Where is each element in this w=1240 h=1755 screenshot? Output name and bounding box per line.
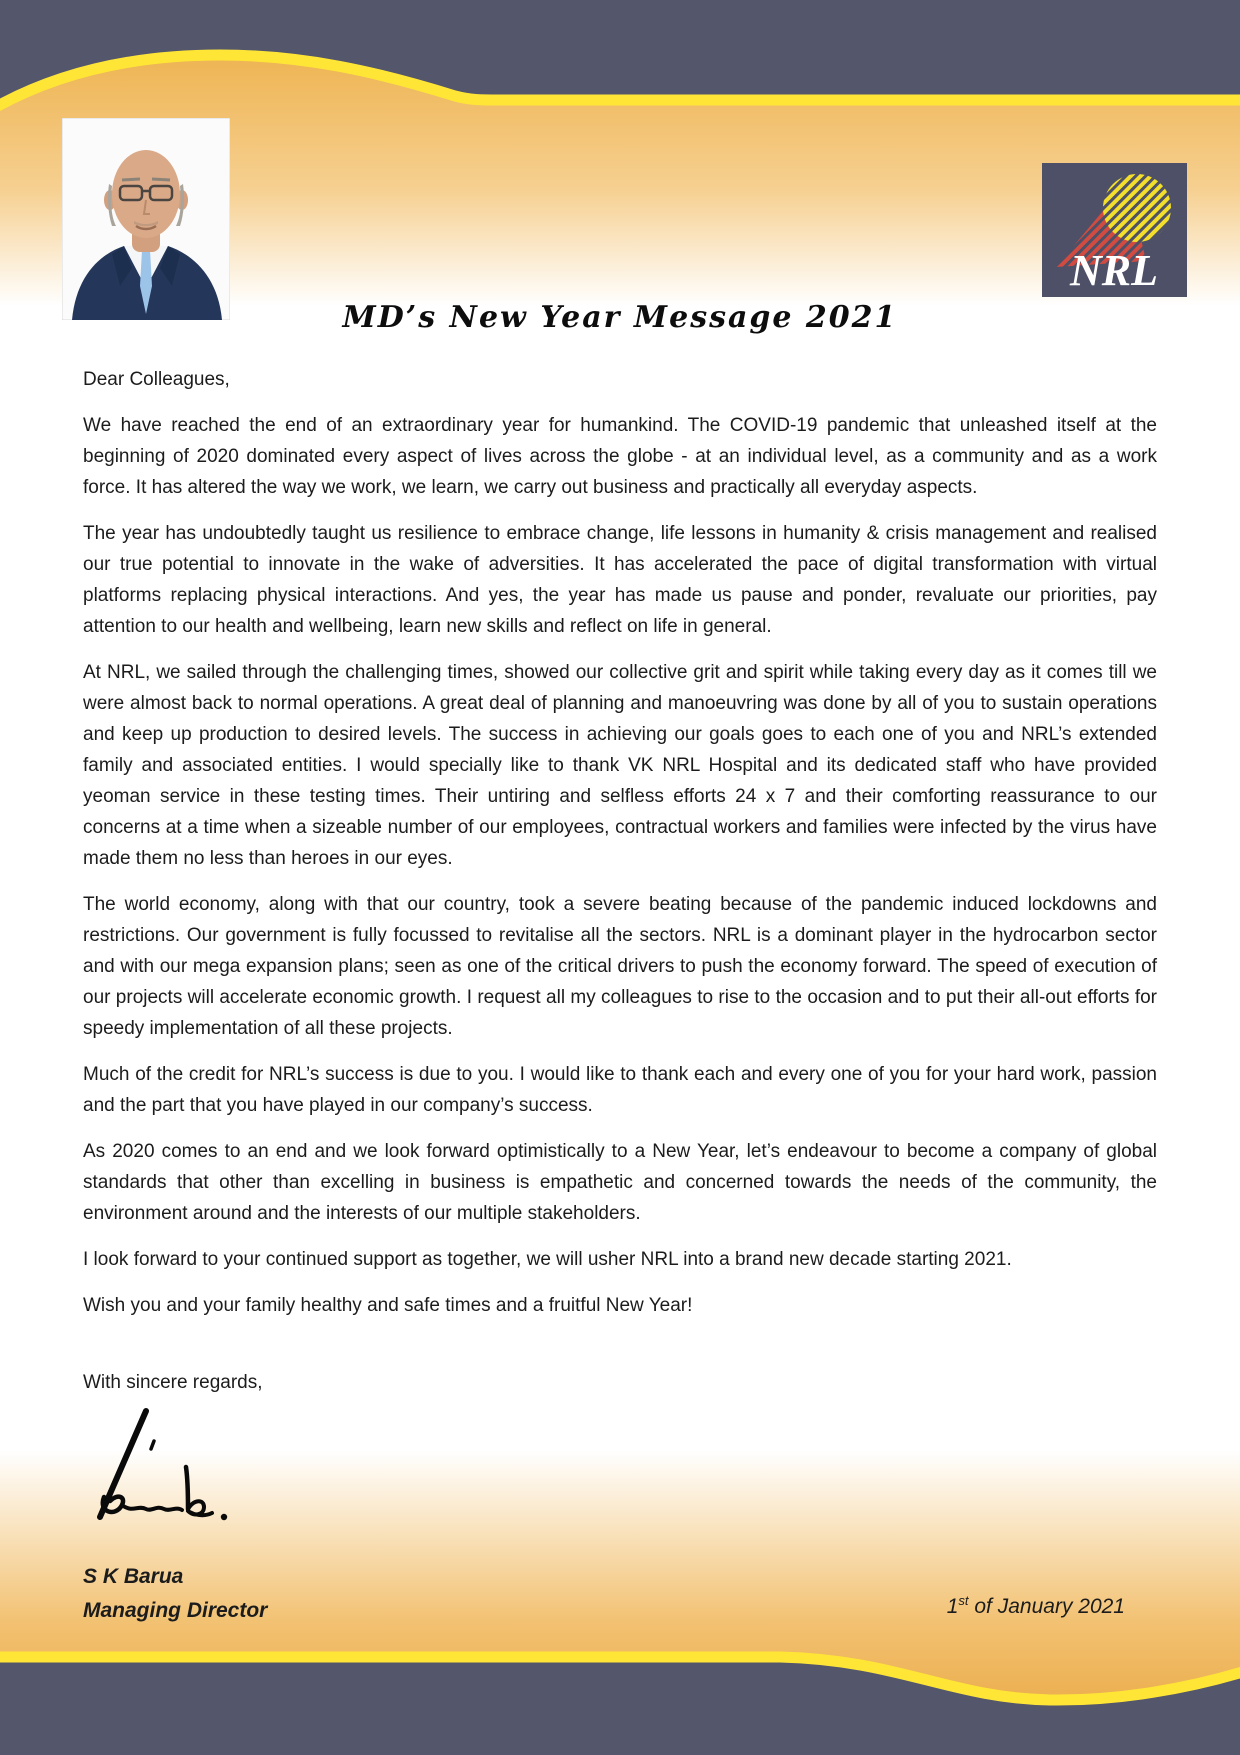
letter-paragraph: As 2020 comes to an end and we look forward optimistically to a New Year, let’s endeavour to become a company of global standards that other than excelling in business is empathetic and concerned towards the needs of the community, the environment around and the interests of our multiple stakeholders.	[83, 1141, 1157, 1224]
signatory-title: Managing Director	[83, 1599, 268, 1622]
date-rest: of January 2021	[968, 1595, 1125, 1618]
closing-line: With sincere regards,	[83, 1372, 263, 1393]
letter-date	[947, 1593, 1125, 1619]
signature-scribble	[88, 1405, 248, 1545]
letter-paragraph: I look forward to your continued support as together, we will usher NRL into a brand new decade starting 2021.	[83, 1249, 1012, 1270]
letter-paragraph: Wish you and your family healthy and safe times and a fruitful New Year!	[83, 1295, 693, 1316]
letter-body	[83, 364, 1157, 1336]
date-day: 1	[946, 1595, 959, 1618]
letter-paragraph: At NRL, we sailed through the challenging times, showed our collective grit and spirit while taking every day as it comes till we were almost back to normal operations. A great deal of planning and manoeuvring was done by all of you to sustain operations and keep up production to desired levels. The success in achieving our goals goes to each one of you and NRL’s extended family and associated entities. I would specially like to thank VK NRL Hospital and its dedicated staff who have provided yeoman service in these testing times. Their untiring and selfless efforts 24 x 7 and their comforting reassurance to our concerns at a time when a sizeable number of our employees, contractual workers and families were infected by the virus have made them no less than heroes in our eyes.	[83, 662, 1157, 869]
letter-paragraph: We have reached the end of an extraordinary year for humankind. The COVID-19 pandemic that unleashed itself at the beginning of 2020 dominated every aspect of lives across the globe - at an individual level, as a community and as a work force. It has altered the way we work, we learn, we carry out business and practically all everyday aspects.	[83, 415, 1157, 498]
letter-paragraph: The world economy, along with that our country, took a severe beating because of the pandemic induced lockdowns and restrictions. Our government is fully focussed to revitalise all the sectors. NRL is a dominant player in the hydrocarbon sector and with our mega expansion plans; seen as one of the critical drivers to push the economy forward. The speed of execution of our projects will accelerate economic growth. I request all my colleagues to rise to the occasion and to put their all-out efforts for speedy implementation of all these projects.	[83, 894, 1157, 1039]
letter-paragraph: Much of the credit for NRL’s success is due to you. I would like to thank each and every one of you for your hard work, passion and the part that you have played in our company’s success.	[83, 1064, 1157, 1116]
letter-paragraph: The year has undoubtedly taught us resilience to embrace change, life lessons in humanity & crisis management and realised our true potential to innovate in the wake of adversities. It has accelerated the pace of digital transformation with virtual platforms replacing physical interactions. And yes, the year has made us pause and ponder, revaluate our priorities, pay attention to our health and wellbeing, learn new skills and reflect on life in general.	[83, 523, 1157, 637]
signatory-block	[83, 1560, 267, 1628]
md-portrait-photo	[62, 118, 230, 320]
signatory-name: S K Barua	[83, 1565, 184, 1588]
page-title: MD’s New Year Message 2021	[342, 300, 898, 335]
nrl-logo	[1042, 163, 1187, 297]
nrl-logo-text: NRL	[1070, 246, 1158, 295]
salutation: Dear Colleagues,	[83, 369, 230, 390]
date-ordinal: st	[958, 1593, 969, 1608]
